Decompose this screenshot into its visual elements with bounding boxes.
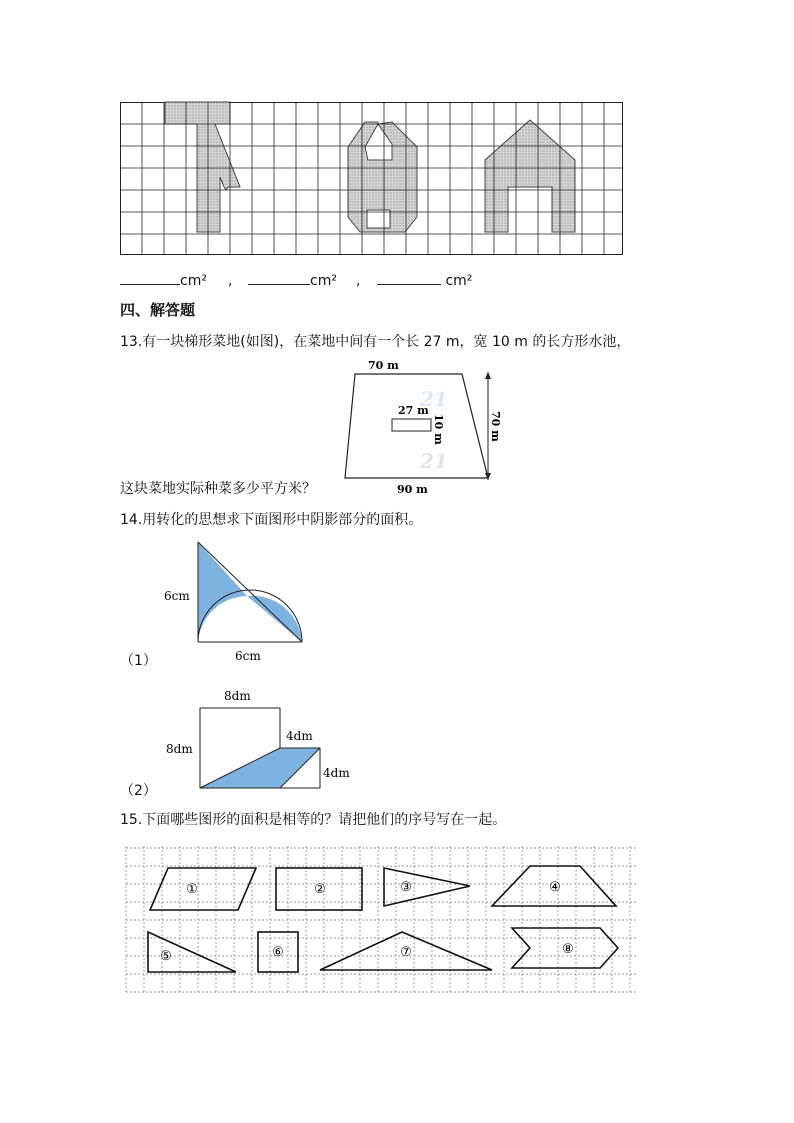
shape-7-number: ⑦ (400, 945, 412, 960)
answer-line-1[interactable] (120, 272, 207, 290)
q14-figure-1 (160, 538, 320, 668)
section-title: 四、解答题 (120, 301, 196, 319)
shape-3-number: ③ (400, 880, 412, 895)
q15-grid-figure (120, 840, 652, 998)
pool-length-label: 27 m (398, 404, 429, 417)
shape-2-number: ② (314, 882, 326, 897)
answer-line-3[interactable] (377, 272, 472, 290)
unit-label: cm² (445, 273, 473, 289)
shape-8-number: ⑧ (562, 942, 574, 957)
top-label: 8dm (224, 689, 251, 703)
answer-line-2[interactable] (248, 272, 337, 290)
trapezoid-figure (340, 356, 500, 496)
shape-5-number: ⑤ (160, 949, 172, 964)
shape-1 (150, 868, 256, 910)
q15-text: 15.下面哪些图形的面积是相等的？请把他们的序号写在一起。 (120, 812, 507, 828)
small-right-label: 4dm (323, 766, 350, 780)
part2-label: （2） (120, 783, 157, 799)
q13-question: 这块菜地实际种菜多少平方米？ (120, 481, 316, 497)
bottom-label: 6cm (235, 649, 261, 663)
q14-text: 14.用转化的思想求下面图形中阴影部分的面积。 (120, 512, 423, 528)
svg-text:21: 21 (420, 449, 448, 473)
grid-figure (120, 102, 624, 256)
unit-label: cm² (180, 273, 207, 289)
unit-label: cm² (310, 273, 337, 289)
part1-label: （1） (120, 653, 157, 669)
shape-4-number: ④ (549, 880, 561, 895)
shape-3 (384, 868, 470, 906)
side-label: 6cm (164, 589, 190, 603)
q14-figure-2 (160, 686, 360, 796)
separator: , (228, 273, 233, 289)
q13-text: 13.有一块梯形菜地(如图)，在菜地中间有一个长 27 m，宽 10 m 的长方形水池， (120, 334, 631, 350)
small-top-label: 4dm (286, 729, 313, 743)
pool-width-label: 10 m (432, 414, 445, 445)
shape-1-number: ① (186, 882, 198, 897)
separator: , (356, 273, 361, 289)
bottom-label: 90 m (397, 483, 428, 496)
left-label: 8dm (166, 742, 193, 756)
height-label: 70 m (489, 411, 502, 442)
top-label: 70 m (368, 359, 399, 372)
svg-text:21: 21 (420, 387, 448, 411)
shape-6-number: ⑥ (272, 945, 284, 960)
